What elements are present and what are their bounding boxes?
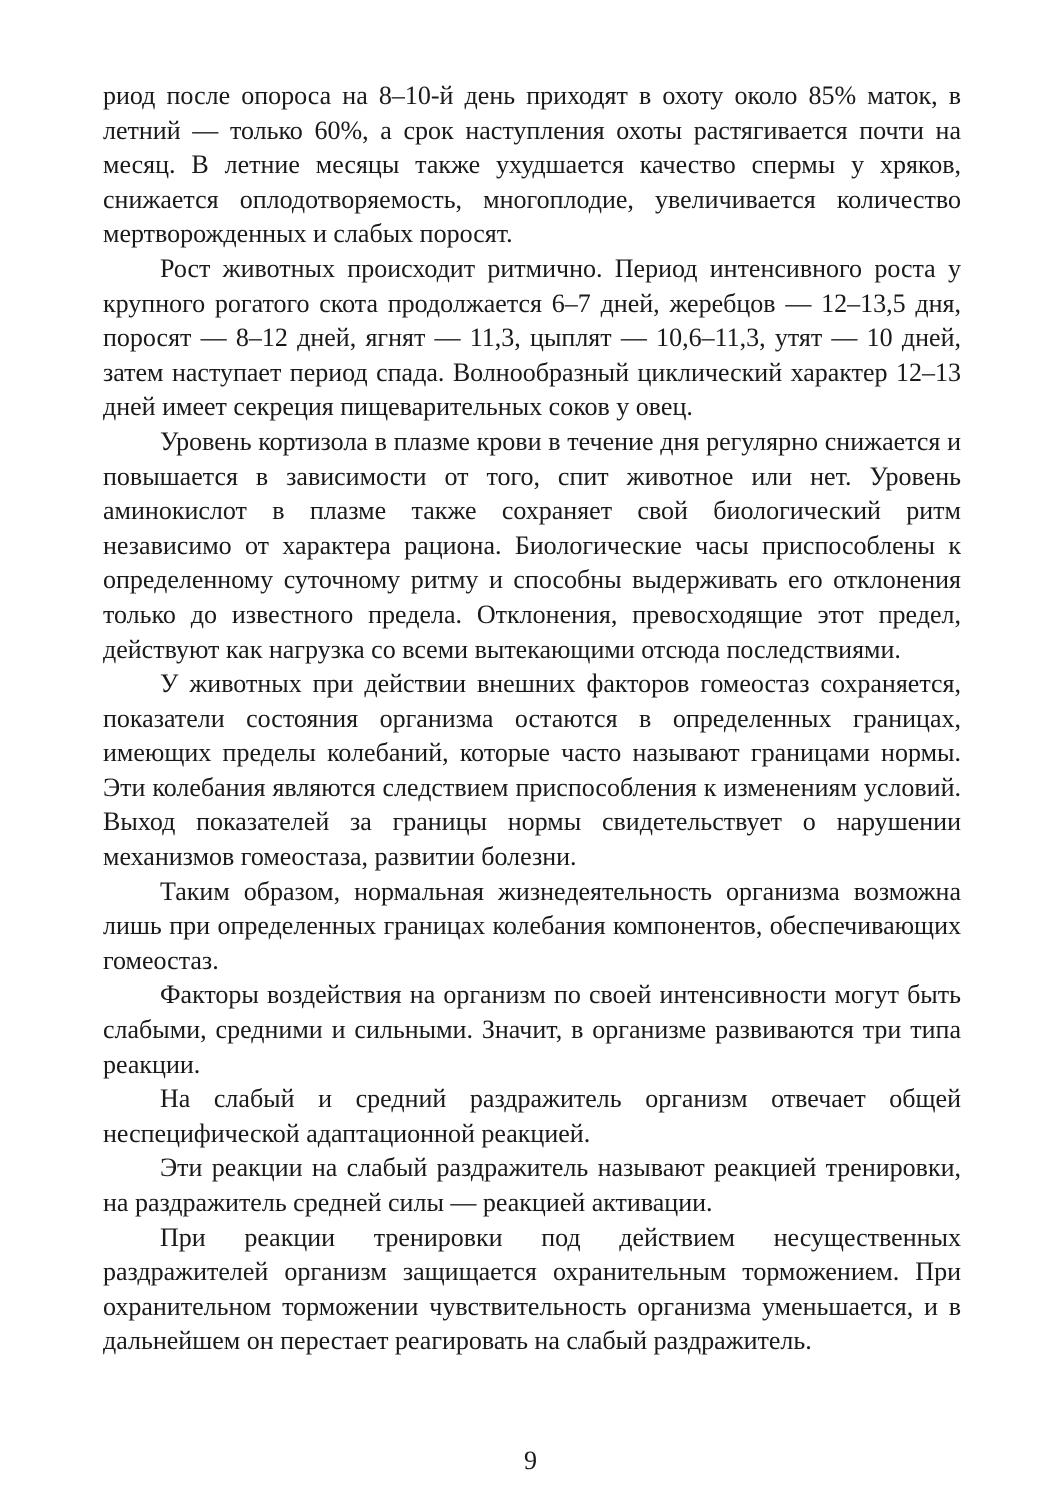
paragraph-protective-inhibition: При реакции тренировки под действием несущественных раздражителей организм защищается охранительным торможением. При охранительном торможении чувствительность организма уменьшается, и в дальнейшем он перестает реагировать на слабый раздражитель. <box>103 1222 961 1356</box>
paragraph-cortisol: Уровень кортизола в плазме крови в течение дня регулярно снижается и повышается в зависимости от того, спит животное или нет. Уровень аминокислот в плазме также сохраняет свой биологический ритм независимо от характера рациона. Биологические часы приспособлены к определенному суточному ритму и способны выдерживать его отклонения только до известного предела. Отклонения, превосходящие этот предел, действуют как нагрузка со всеми вытекающими отсюда последствиями. <box>103 426 961 664</box>
paragraph-factors: Факторы воздействия на организм по своей интенсивности могут быть слабыми, средними и сильными. Значит, в организме развиваются три типа реакции. <box>103 980 961 1079</box>
paragraph-continuation: риод после опороса на 8–10-й день приходят в охоту около 85% маток, в летний — только 60%, а срок наступления охоты растягивается почти на месяц. В летние месяцы также ухудшается качество спермы у хряков, снижается оплодотворяемость, многоплодие, увеличивается количество мертворожденных и слабых поросят. <box>103 81 961 249</box>
paragraph-weak-stimulus: На слабый и средний раздражитель организм отвечает общей неспецифической адаптационной реакцией. <box>103 1084 961 1148</box>
paragraph-homeostasis: У животных при действии внешних факторов гомеостаз сохраняется, показатели состояния организма остаются в определенных границах, имеющих пределы колебаний, которые часто называют границами нормы. Эти колебания являются следствием приспособления к изменениям условий. Выход показателей за границы нормы свидетельствует о нарушении механизмов гомеостаза, развитии болезни. <box>103 669 961 872</box>
paragraph-growth-rhythm: Рост животных происходит ритмично. Период интенсивного роста у крупного рогатого скота продолжается 6–7 дней, жеребцов — 12–13,5 дня, поросят — 8–12 дней, ягнят — 11,3, цыплят — 10,6–11,3, утят — 10 дней, затем наступает период спада. Волнообразный циклический характер 12–13 дней имеет секреция пищеварительных соков у овец. <box>103 253 961 422</box>
page-body <box>103 79 961 1359</box>
paragraph-training-reaction: Эти реакции на слабый раздражитель называют реакцией тренировки, на раздражитель средней силы — реакцией активации. <box>103 1153 961 1217</box>
paragraph-conclusion: Таким образом, нормальная жизнедеятельность организма возможна лишь при определенных границах колебания компонентов, обеспечивающих гомеостаз. <box>103 876 961 975</box>
page-number: 9 <box>524 1446 537 1475</box>
